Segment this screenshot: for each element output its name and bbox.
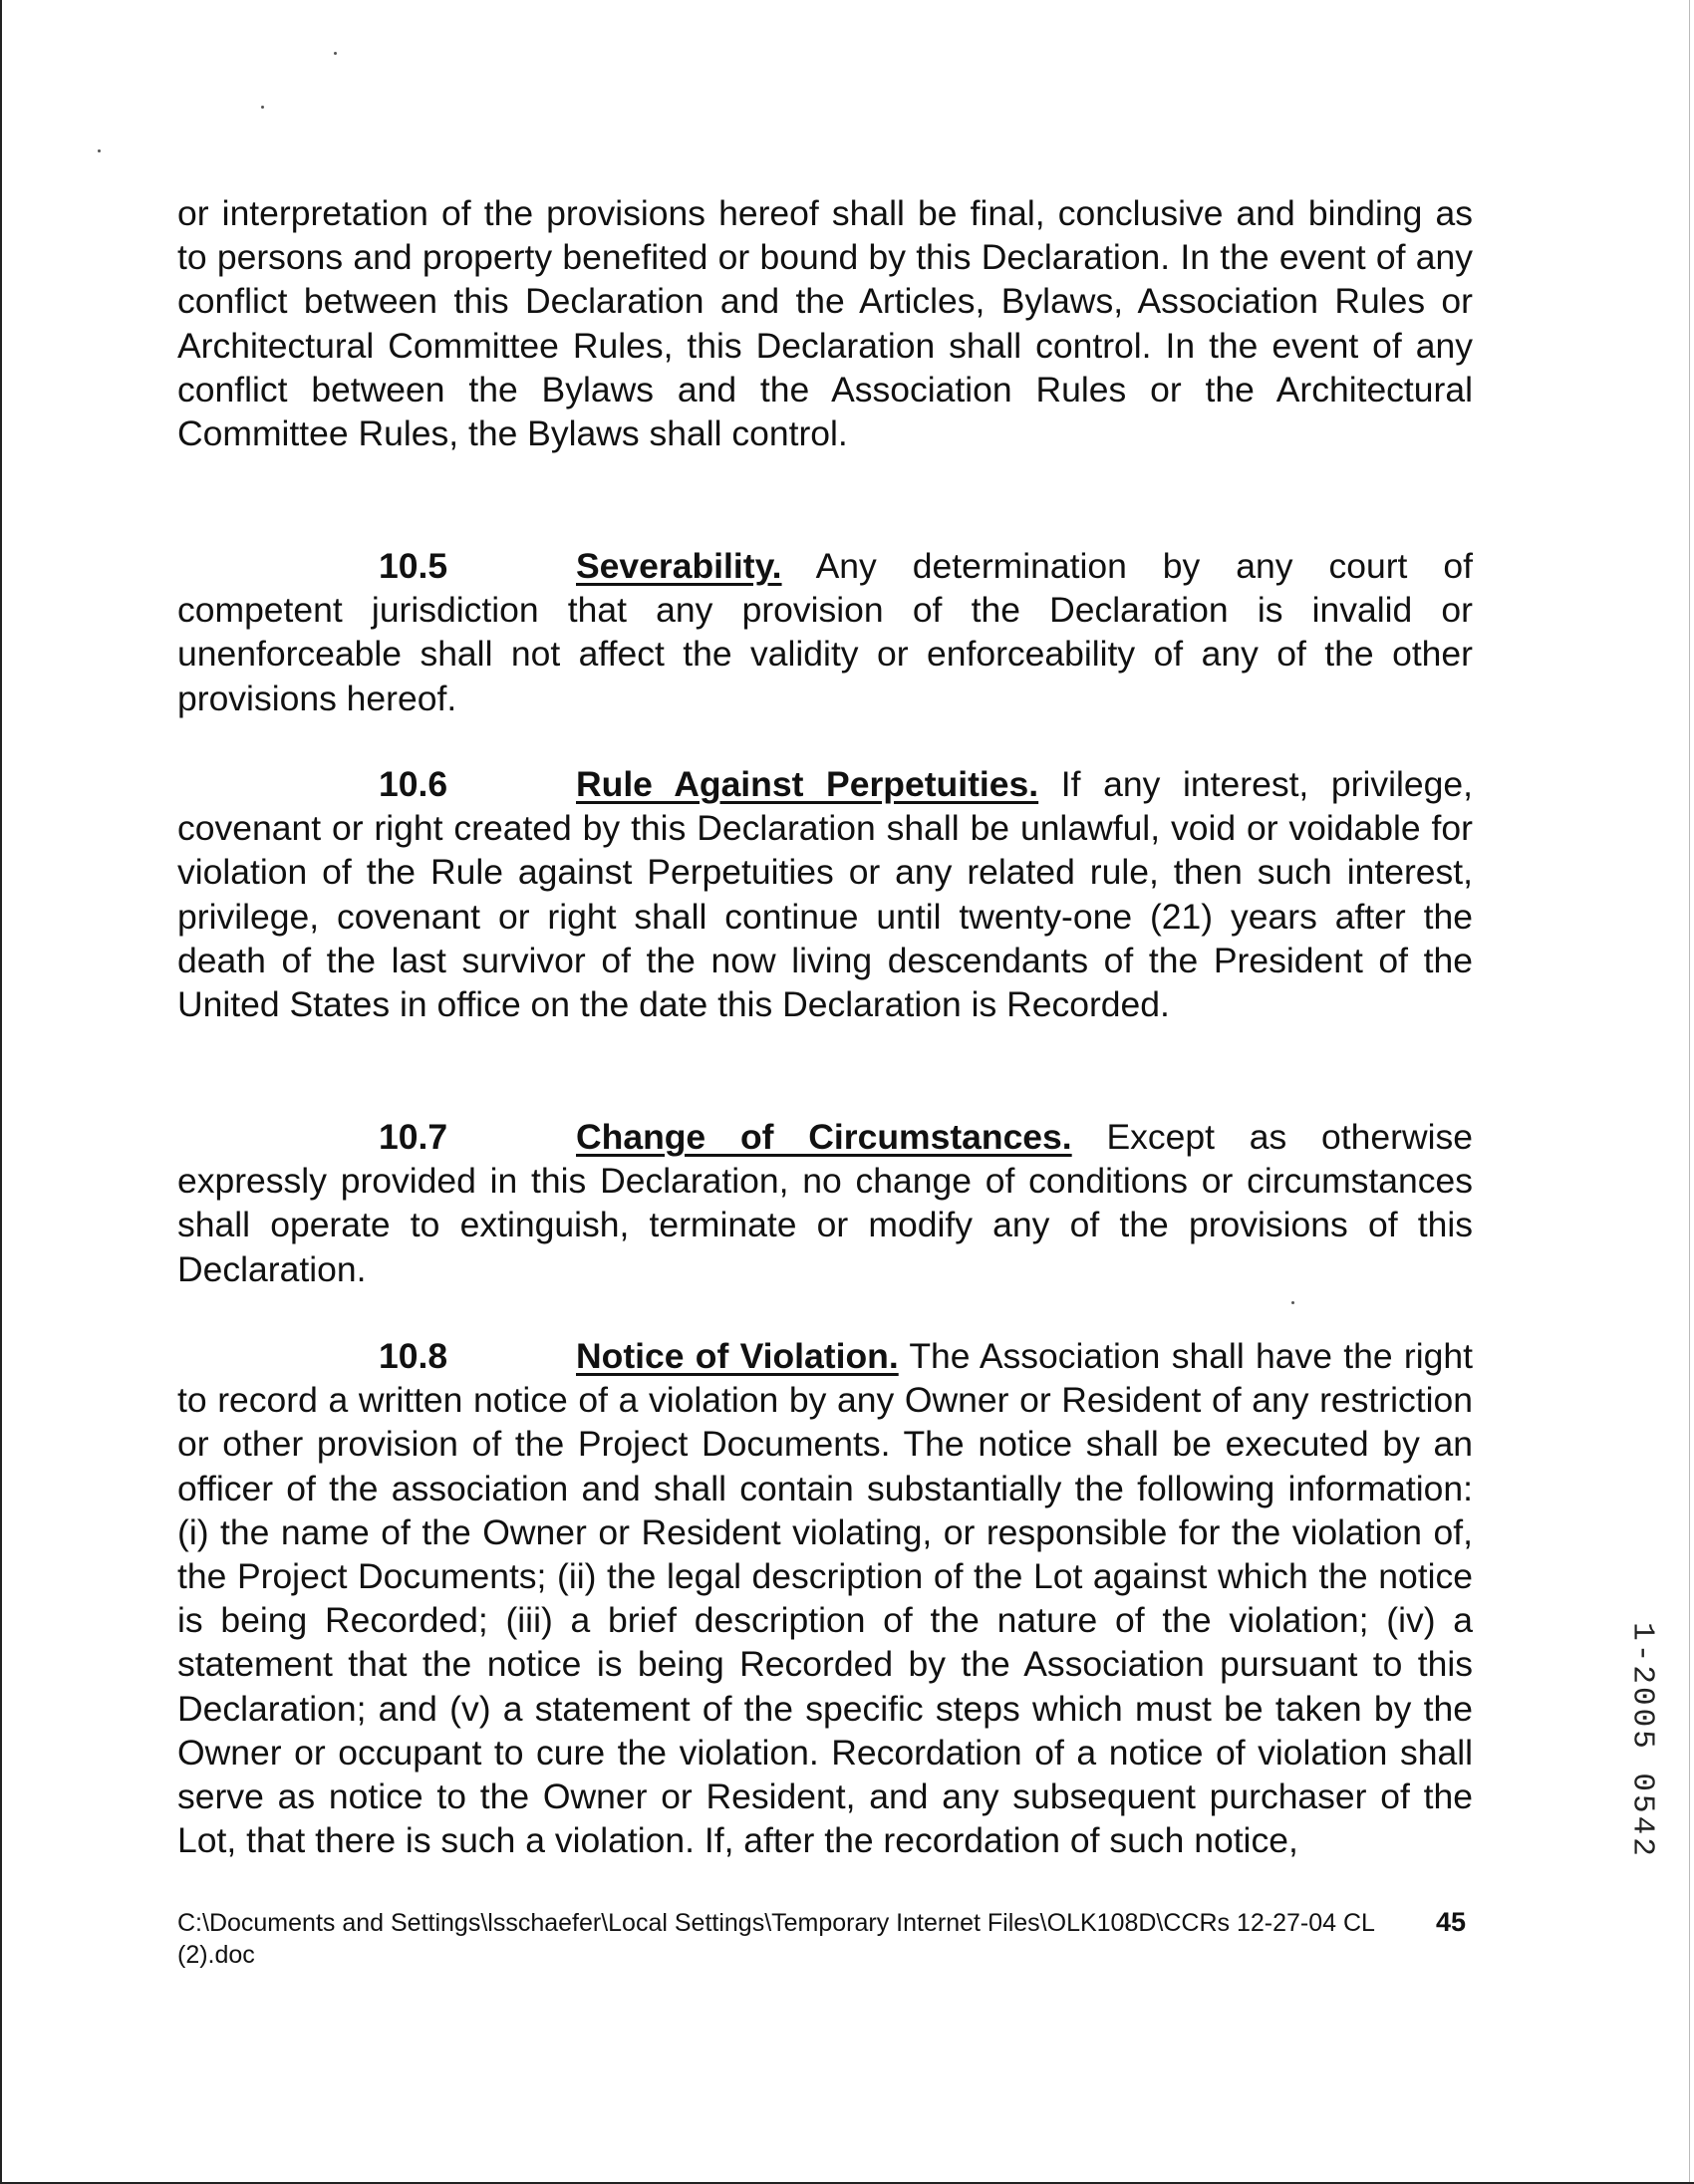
recording-stamp-text: 1-2005 0542 [1624,1622,1660,1859]
section-title: Change of Circumstances. [576,1117,1072,1157]
section-number: 10.7 [379,1117,448,1157]
section-text: Any determination by any court of competent jurisdiction that any provision of the Declaration is invalid or unenforceable shall not affect the validity or enforceability of any of the other provisions hereof. [177,546,1474,718]
footer-page-number: 45 [1436,1907,1467,1937]
section-title: Severability. [576,546,782,586]
page-border-right [1689,0,1690,2184]
section-title: Notice of Violation. [576,1336,899,1376]
section-number: 10.5 [379,546,448,586]
scan-speck [98,149,101,152]
scan-speck [334,52,337,55]
intro-paragraph: or interpretation of the provisions hereof shall be final, conclusive and binding as to persons and property benefited or bound by this Declaration. In the event of any conflict between this Declaration and the Articles, Bylaws, Association Rules or Architectural Committee Rules, this Declaration shall control. In the event of any conflict between the Bylaws and the Association Rules or the Architectural Committee Rules, the Bylaws shall control. [177,193,1473,454]
section-text: Except as otherwise expressly provided in this Declaration, no change of conditions or circumstances shall operate to extinguish, terminate or modify any of the provisions of this Declaration. [177,1117,1473,1289]
section-number: 10.6 [379,764,448,804]
scan-speck [261,106,264,109]
page-border-left [0,0,2,2184]
section-text: The Association shall have the right to record a written notice of a violation by any Owner or Resident of any restriction or other provision of the Project Documents. The notice shall be executed by an officer of the association and shall contain substantially the following information: (i) the name of the Owner or Resident violating, or responsible for the violation of, the Project Documents; (ii) the legal description of the Lot against which the notice is being Recorded; (iii) a brief description of the nature of the violation; (iv) a statement that the notice is being Recorded by the Association pursuant to this Declaration; and (v) a statement of the specific steps which must be taken by the Owner or occupant to cure the violation. Recordation of a notice of violation shall serve as notice to the Owner or Resident, and any subsequent purchaser of the Lot, that there is such a violation. If, after the recordation of such notice, [177,1336,1473,1861]
recording-stamp [1622,1606,1662,1875]
footer-file-path: C:\Documents and Settings\lsschaefer\Local Settings\Temporary Internet Files\OLK108D\CCRs 12-27-04 CL (2).doc [177,1909,1375,1969]
section-10-6 [177,762,1473,1026]
scan-speck [1291,1301,1294,1304]
section-number: 10.8 [379,1336,448,1376]
section-10-5 [177,544,1473,720]
section-text: If any interest, privilege, covenant or right created by this Declaration shall be unlawful, void or voidable for violation of the Rule against Perpetuities or any related rule, then such interest, privilege, covenant or right shall continue until twenty-one (21) years after the death of the last survivor of the now living descendants of the President of the United States in office on the date this Declaration is Recorded. [177,764,1473,1025]
section-title: Rule Against Perpetuities. [576,764,1039,804]
section-10-8 [177,1334,1473,1862]
section-10-7 [177,1115,1473,1291]
